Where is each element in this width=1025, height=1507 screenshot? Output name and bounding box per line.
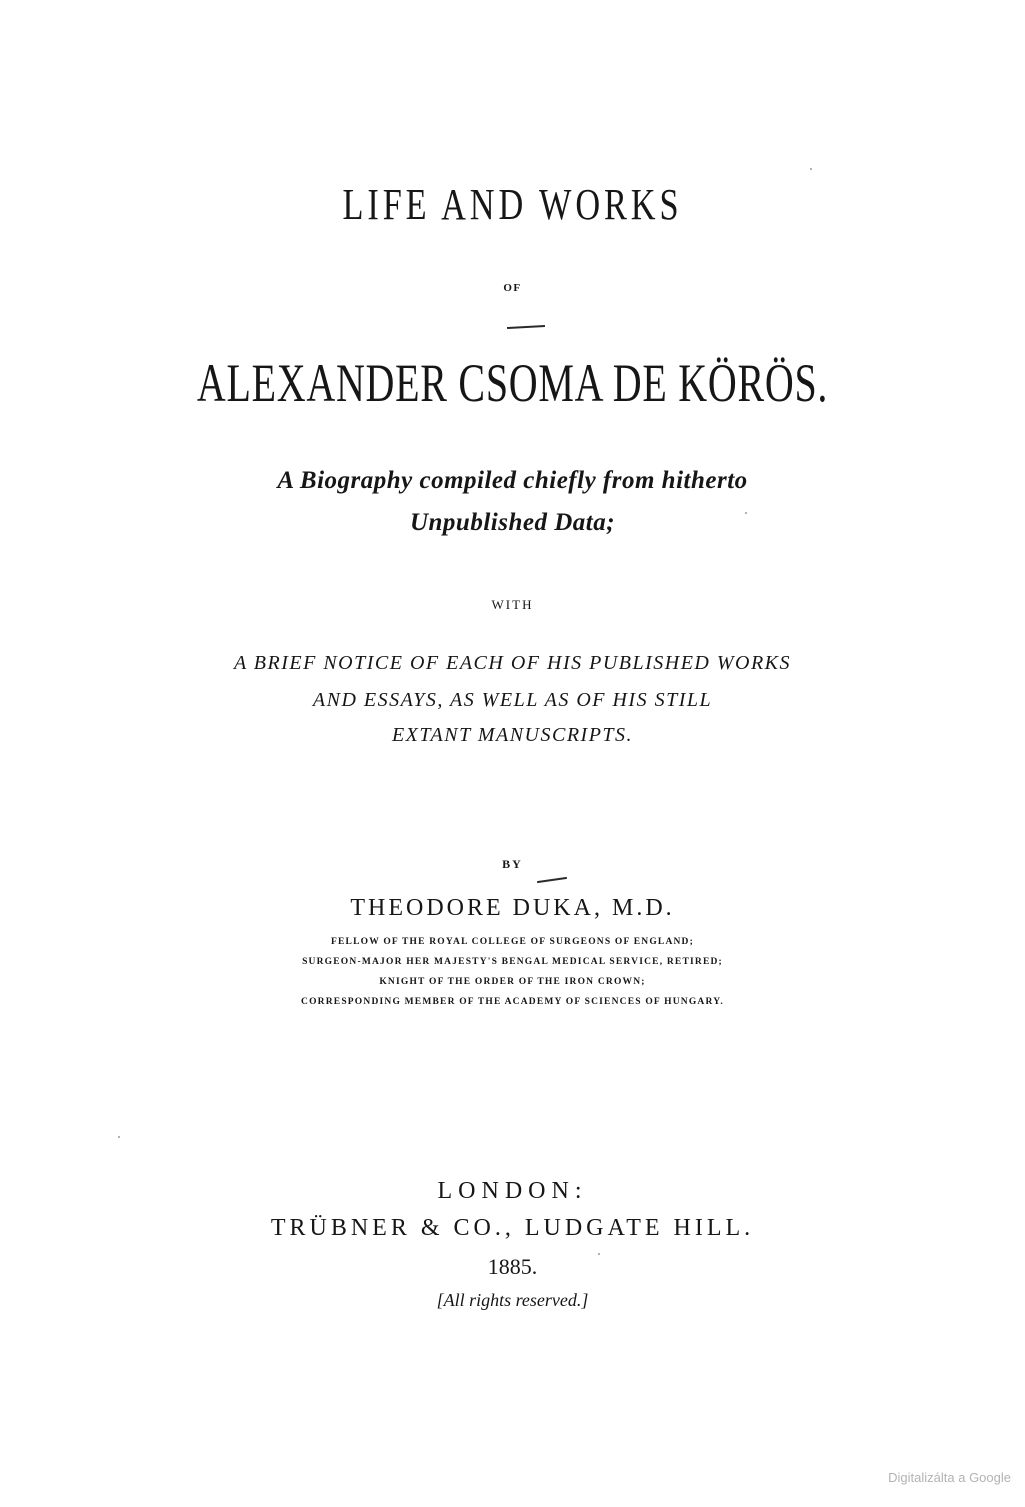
author-name: THEODORE DUKA, M.D.: [350, 895, 675, 921]
title-line-1: LIFE AND WORKS: [342, 180, 683, 229]
subtitle-line-2: Unpublished Data;: [409, 509, 616, 536]
rights-text: [All rights reserved.]: [436, 1290, 589, 1310]
notice-line: A BRIEF NOTICE OF EACH OF HIS PUBLISHED WORKS: [233, 652, 792, 674]
paper-speck: [745, 512, 747, 514]
paper-speck: [118, 1136, 120, 1138]
paper-speck: [598, 1253, 600, 1255]
imprint-publisher: TRÜBNER & CO., LUDGATE HILL.: [270, 1215, 755, 1241]
credential-line: FELLOW OF THE ROYAL COLLEGE OF SURGEONS OF ENGLAND;: [331, 937, 694, 947]
subtitle-line-1: A Biography compiled chiefly from hitherto: [277, 467, 748, 494]
credential-line: CORRESPONDING MEMBER OF THE ACADEMY OF SCIENCES OF HUNGARY.: [301, 997, 724, 1007]
pen-mark: [537, 877, 567, 883]
with-word: WITH: [491, 597, 534, 612]
digitization-watermark: Digitalizálta a Google: [888, 1470, 1011, 1485]
title-line-2: ALEXANDER CSOMA DE KÖRÖS.: [196, 353, 829, 413]
imprint-place: LONDON:: [437, 1178, 588, 1204]
paper-speck: [810, 168, 812, 170]
of-word: OF: [503, 282, 522, 294]
credential-line: SURGEON-MAJOR HER MAJESTY'S BENGAL MEDICAL SERVICE, RETIRED;: [302, 957, 723, 967]
rights-notice: [0, 1288, 1025, 1312]
by-word: BY: [502, 857, 523, 871]
pen-mark: [507, 325, 545, 329]
notice-line: EXTANT MANUSCRIPTS.: [391, 724, 634, 746]
imprint-year: 1885.: [487, 1254, 538, 1279]
notice-line: AND ESSAYS, AS WELL AS OF HIS STILL: [312, 689, 713, 711]
credential-line: KNIGHT OF THE ORDER OF THE IRON CROWN;: [379, 977, 646, 987]
